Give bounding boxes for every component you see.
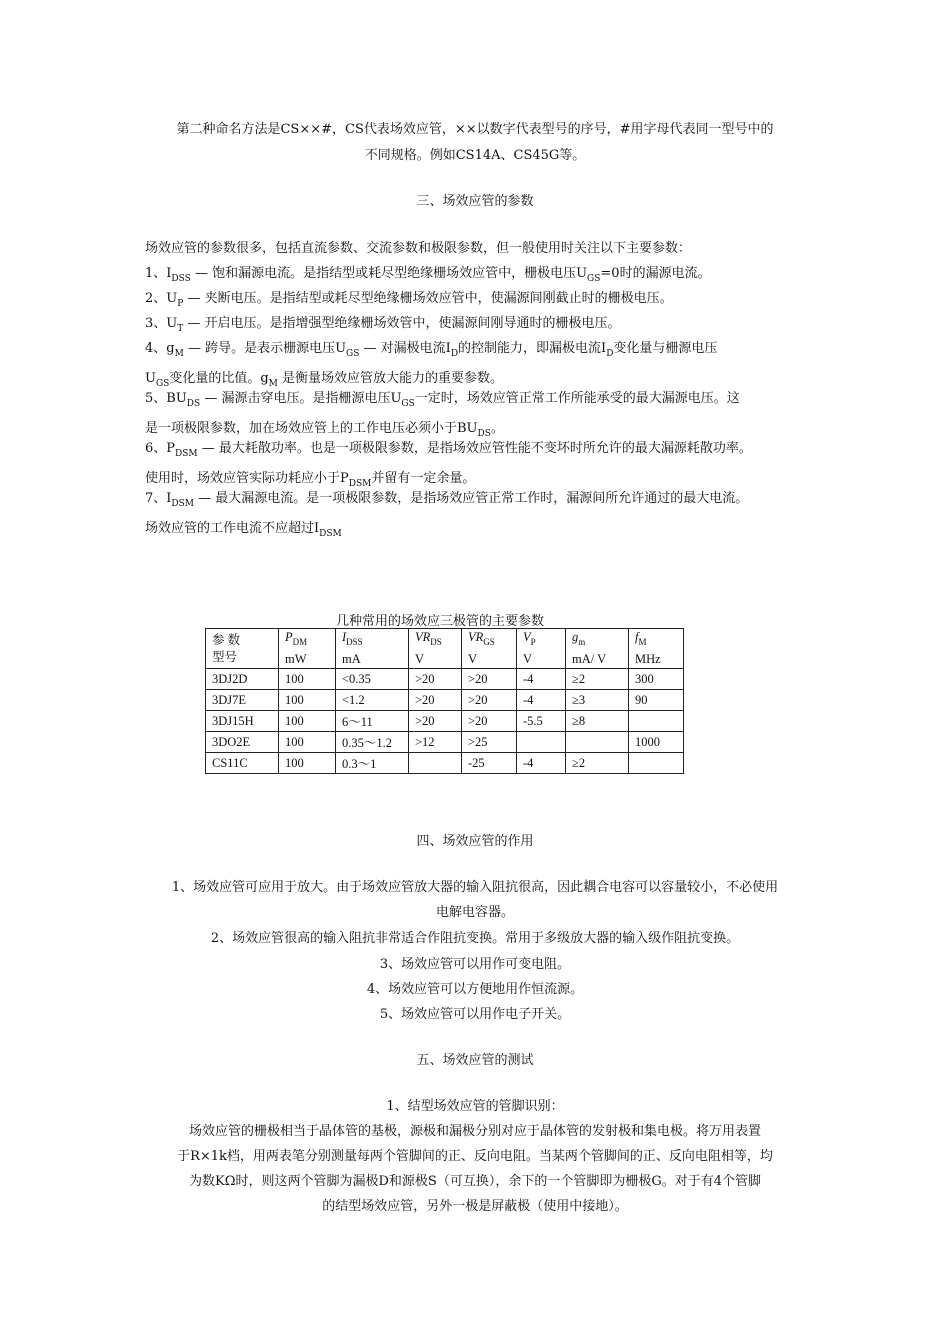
table-cell xyxy=(629,753,684,774)
table-cell: -4 xyxy=(517,753,566,774)
parameter-table xyxy=(205,628,684,774)
table-cell: ≥8 xyxy=(566,711,629,732)
table-cell: 3DJ7E xyxy=(206,690,279,711)
table-cell xyxy=(409,753,462,774)
param-up: 2、$U_P$ — 夹断电压。是指结型或耗尽型绝缘栅场效应管中，使漏源间刚截止时的栅极电压。 xyxy=(145,291,673,309)
intro-line-1: 第二种命名方法是CS××#，CS代表场效应管，××以数字代表型号的序号，#用字母代表同一型号中的 xyxy=(176,122,774,137)
table-cell xyxy=(566,732,629,753)
param-gm: 4、$g_M$ — 跨导。是表示栅源电压$U_{GS}$ — 对漏极电流$I_D$的控制能力，即漏极电流$I_D$变化量与栅源电压 $U_{GS}$变化量的比值。$g_M$ 是衡量场效应管放大能力的重要参数。 xyxy=(145,341,718,389)
section4-title: 四、场效应管的作用 xyxy=(416,834,534,849)
use-1b: 电解电容器。 xyxy=(435,905,514,920)
table-cell: 3DO2E xyxy=(206,732,279,753)
table-cell: <1.2 xyxy=(336,690,409,711)
table-caption: 几种常用的场效应三极管的主要参数 xyxy=(335,614,544,629)
table-cell: 0.35～1.2 xyxy=(336,732,409,753)
use-2: 2、场效应管很高的输入阻抗非常适合作阻抗变换。常用于多级放大器的输入级作阻抗变换。 xyxy=(210,931,740,946)
table-cell: 100 xyxy=(279,690,336,711)
use-1a: 1、场效应管可应用于放大。由于场效应管放大器的输入阻抗很高，因此耦合电容可以容量较小，不必使用 xyxy=(171,880,779,895)
table-cell xyxy=(517,732,566,753)
table-cell: >20 xyxy=(409,669,462,690)
table-cell: >20 xyxy=(462,669,517,690)
table-cell: >25 xyxy=(462,732,517,753)
param-idss: 1、$I_{DSS}$ — 饱和漏源电流。是指结型或耗尽型绝缘栅场效应管中，栅极电压$U_{GS}=0$时的漏源电流。 xyxy=(145,266,711,284)
use-4: 4、场效应管可以方便地用作恒流源。 xyxy=(366,982,584,997)
table-cell: CS11C xyxy=(206,753,279,774)
table-cell: >20 xyxy=(462,690,517,711)
header-idss: $I_{DSS}$ mA xyxy=(336,629,409,669)
section3-title: 三、场效应管的参数 xyxy=(416,194,534,209)
table-cell: -25 xyxy=(462,753,517,774)
table-cell: 3DJ2D xyxy=(206,669,279,690)
table-cell: ≥3 xyxy=(566,690,629,711)
test-line-4: 的结型场效应管，另外一极是屏蔽极（使用中接地）。 xyxy=(322,1199,628,1214)
section5-subtitle: 1、结型场效应管的管脚识别： xyxy=(386,1099,564,1114)
header-model: 参 数 型号 xyxy=(206,629,279,669)
table-cell: >20 xyxy=(409,690,462,711)
table-row xyxy=(206,732,684,753)
header-gm: $g_m$ mA/ V xyxy=(566,629,629,669)
header-vrgs: $VR_{GS}$ V xyxy=(462,629,517,669)
header-pdm: $P_{DM}$ mW xyxy=(279,629,336,669)
section5-title: 五、场效应管的测试 xyxy=(416,1053,534,1068)
table-cell: 0.3～1 xyxy=(336,753,409,774)
table-cell: >20 xyxy=(462,711,517,732)
header-vp: $V_P$ V xyxy=(517,629,566,669)
table-row xyxy=(206,669,684,690)
table-cell: >20 xyxy=(409,711,462,732)
table-cell: -4 xyxy=(517,669,566,690)
table-cell: 100 xyxy=(279,669,336,690)
table-row xyxy=(206,690,684,711)
table-cell: -5.5 xyxy=(517,711,566,732)
table-cell: <0.35 xyxy=(336,669,409,690)
header-fm: $f_M$ MHz xyxy=(629,629,684,669)
header-vrds: $VR_{DS}$ V xyxy=(409,629,462,669)
table-cell: 300 xyxy=(629,669,684,690)
param-buds: 5、$BU_{DS}$ — 漏源击穿电压。是指栅源电压$U_{GS}$一定时，场效应管正常工作所能承受的最大漏源电压。这 是一项极限参数，加在场效应管上的工作电压必须小于$BU_{DS}$。 xyxy=(145,391,740,439)
table-cell: -4 xyxy=(517,690,566,711)
section3-lead: 场效应管的参数很多，包括直流参数、交流参数和极限参数，但一般使用时关注以下主要参数： xyxy=(145,241,692,256)
table-cell: ≥2 xyxy=(566,669,629,690)
table-cell: 100 xyxy=(279,753,336,774)
table-cell xyxy=(629,711,684,732)
table-cell: 1000 xyxy=(629,732,684,753)
use-3: 3、场效应管可以用作可变电阻。 xyxy=(379,957,571,972)
param-ut: 3、$U_T$ — 开启电压。是指增强型绝缘栅场效管中，使漏源间刚导通时的栅极电压。 xyxy=(145,316,621,334)
table-cell: ≥2 xyxy=(566,753,629,774)
test-line-1: 场效应管的栅极相当于晶体管的基极，源极和漏极分别对应于晶体管的发射极和集电极。将万用表置 xyxy=(188,1124,761,1139)
table-cell: 6～11 xyxy=(336,711,409,732)
table-row xyxy=(206,753,684,774)
table-cell: 90 xyxy=(629,690,684,711)
test-line-3: 为数KΩ时，则这两个管脚为漏极D和源极S（可互换），余下的一个管脚即为栅极G。对于有4个管脚 xyxy=(189,1174,761,1189)
table-cell: 100 xyxy=(279,711,336,732)
table-cell: 3DJ15H xyxy=(206,711,279,732)
table-header-row xyxy=(206,629,684,669)
table-row xyxy=(206,711,684,732)
param-idsm: 7、$I_{DSM}$ — 最大漏源电流。是一项极限参数，是指场效应管正常工作时，漏源间所允许通过的最大电流。 场效应管的工作电流不应超过$I_{DSM}$ xyxy=(145,491,749,539)
use-5: 5、场效应管可以用作电子开关。 xyxy=(379,1007,571,1022)
intro-line-2: 不同规格。例如CS14A、CS45G等。 xyxy=(364,148,586,163)
param-pdsm: 6、$P_{DSM}$ — 最大耗散功率。也是一项极限参数，是指场效应管性能不变坏时所允许的最大漏源耗散功率。 使用时，场效应管实际功耗应小于$P_{DSM}$并留有一定余量。 xyxy=(145,441,752,489)
test-line-2: 于R×1k档，用两表笔分别测量每两个管脚间的正、反向电阻。当某两个管脚间的正、反向电阻相等，均 xyxy=(177,1149,773,1164)
table-cell: >12 xyxy=(409,732,462,753)
table-cell: 100 xyxy=(279,732,336,753)
